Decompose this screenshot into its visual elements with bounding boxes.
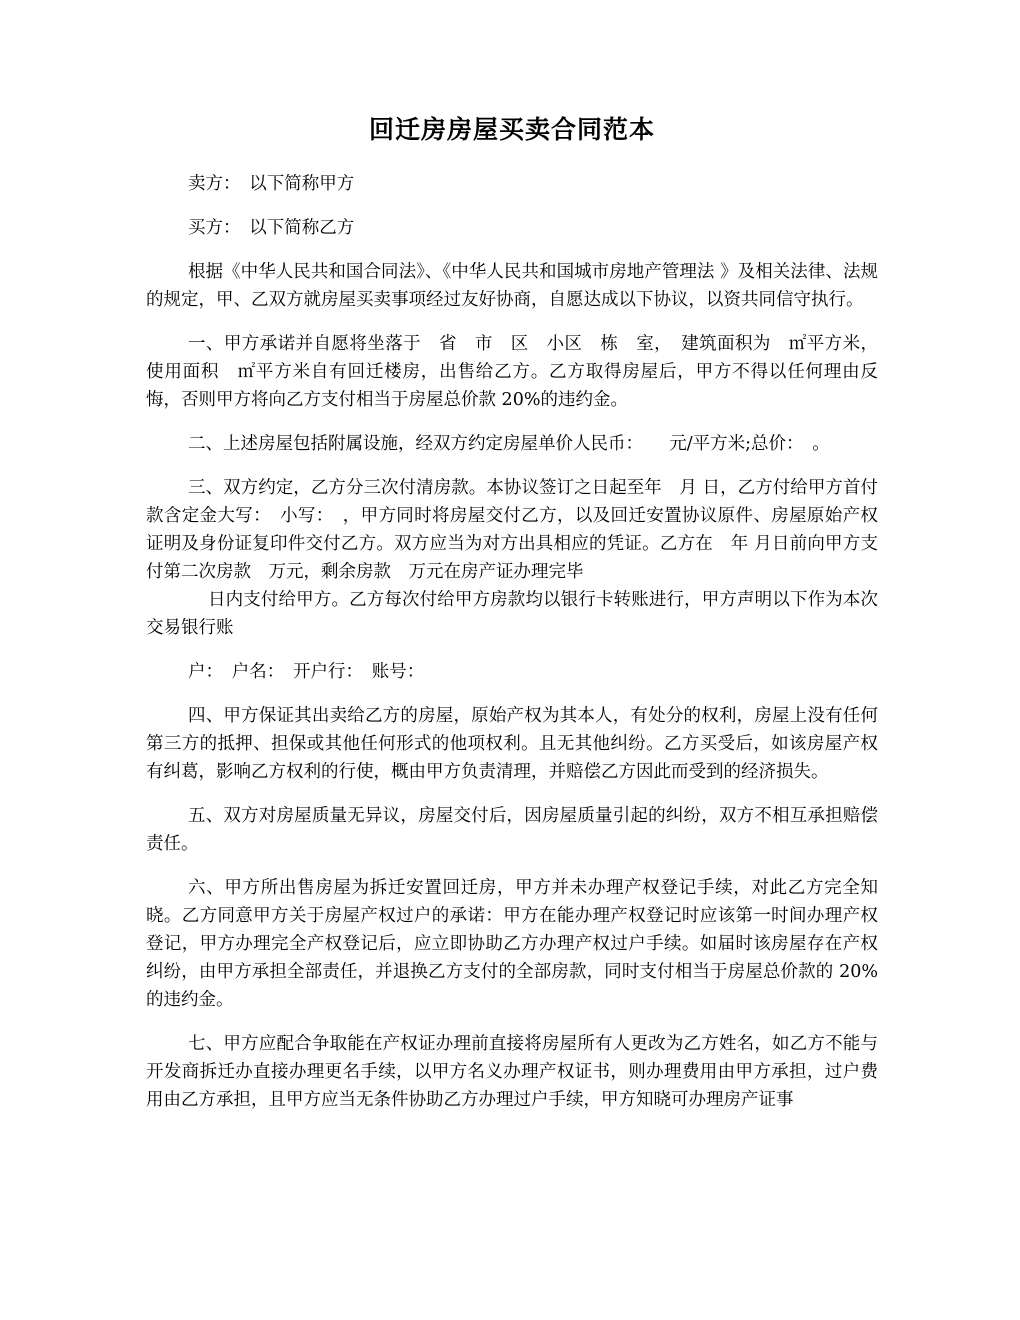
clause-3-continuation: 日内支付给甲方。乙方每次付给甲方房款均以银行卡转账进行，甲方声明以下作为本次交易银行账: [146, 590, 878, 638]
clause-6-paragraph: 六、甲方所出售房屋为拆迁安置回迁房，甲方并未办理产权登记手续，对此乙方完全知晓。乙方同意甲方关于房屋产权过户的承诺：甲方在能办理产权登记时应该第一时间办理产权登记，甲方办理完全产权登记后，应立即协助乙方办理产权过户手续。如届时该房屋存在产权纠纷，由甲方承担全部责任，并退换乙方支付的全部房款，同时支付相当于房屋总价款的 20%的违约金。: [146, 878, 878, 1010]
clause-5-paragraph: 五、双方对房屋质量无异议，房屋交付后，因房屋质量引起的纠纷，双方不相互承担赔偿责任。: [146, 806, 878, 854]
buyer-line: 买方： 以下简称乙方: [188, 218, 355, 238]
clause-2-paragraph: 二、上述房屋包括附属设施，经双方约定房屋单价人民币： 元/平方米;总价： 。: [188, 434, 830, 454]
clause-4-paragraph: 四、甲方保证其出卖给乙方的房屋，原始产权为其本人，有处分的权利，房屋上没有任何第三方的抵押、担保或其他任何形式的他项权利。且无其他纠纷。乙方买受后，如该房屋产权有纠葛，影响乙方权利的行使，概由甲方负责清理，并赔偿乙方因此而受到的经济损失。: [146, 706, 878, 782]
seller-line: 卖方： 以下简称甲方: [188, 174, 355, 194]
clause-1-paragraph: 一、甲方承诺并自愿将坐落于 省 市 区 小区 栋 室， 建筑面积为 ㎡平方米，使用面积 ㎡平方米自有回迁楼房，出售给乙方。乙方取得房屋后，甲方不得以任何理由反悔，否则甲方将向乙方支付相当于房屋总价款 20%的违约金。: [146, 334, 878, 410]
bank-account-line: 户： 户名： 开户行： 账号：: [188, 662, 425, 682]
preamble-paragraph: 根据《中华人民共和国合同法》、《中华人民共和国城市房地产管理法 》及相关法律、法规的规定，甲、乙双方就房屋买卖事项经过友好协商，自愿达成以下协议，以资共同信守执行。: [146, 262, 878, 310]
clause-3-paragraph: 三、双方约定，乙方分三次付清房款。本协议签订之日起至年 月 日，乙方付给甲方首付款含定金大写： 小写： ，甲方同时将房屋交付乙方，以及回迁安置协议原件、房屋原始产权证明及身份证复印件交付乙方。双方应当为对方出具相应的凭证。乙方在 年 月日前向甲方支付第二次房款 万元，剩余房款 万元在房产证办理完毕: [146, 478, 878, 582]
document-title: 回迁房房屋买卖合同范本: [368, 115, 655, 144]
clause-7-paragraph: 七、甲方应配合争取能在产权证办理前直接将房屋所有人更改为乙方姓名，如乙方不能与开发商拆迁办直接办理更名手续，以甲方名义办理产权证书，则办理费用由甲方承担，过户费用由乙方承担，且甲方应当无条件协助乙方办理过户手续，甲方知晓可办理房产证事: [146, 1034, 878, 1110]
